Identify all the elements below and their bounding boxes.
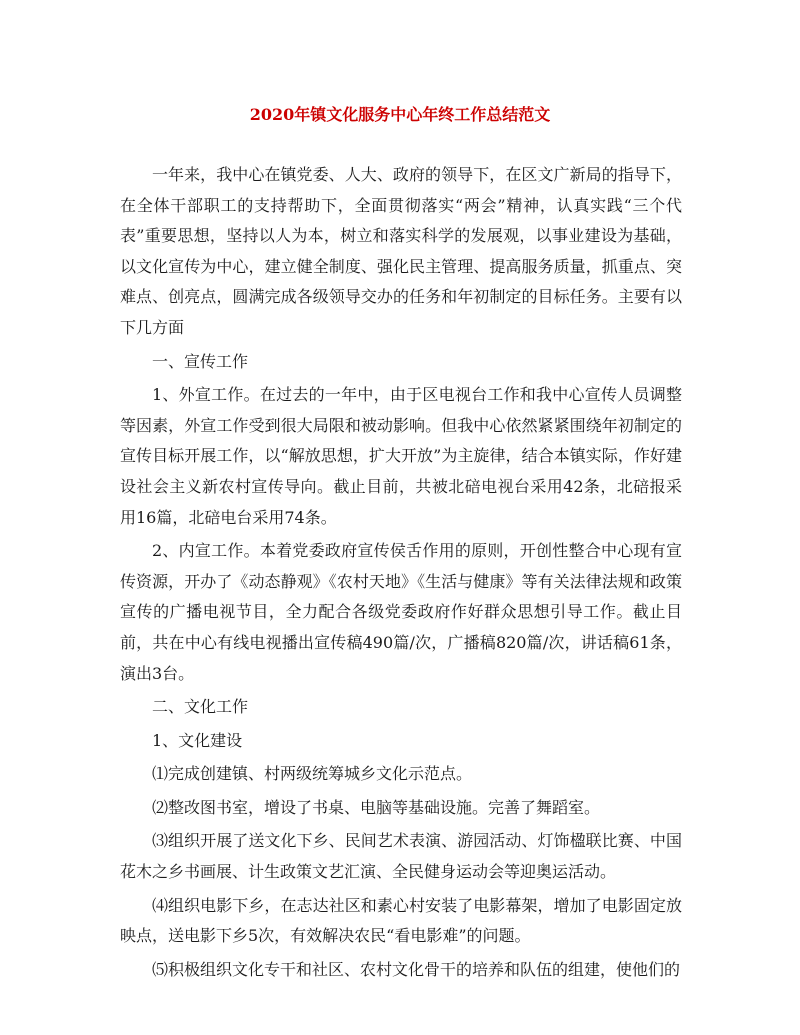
list-item-2: ⑵整改图书室，增设了书桌、电脑等基础设施。完善了舞蹈室。 <box>152 797 601 817</box>
list-item-3: ⑶组织开展了送文化下乡、民间艺术表演、游园活动、灯饰楹联比赛、中国花木之乡书画展、计生政策文艺汇演、全民健身运动会等迎奥运活动。 <box>120 831 682 882</box>
document-body <box>120 160 682 988</box>
subheading-cultural-construction: 1、文化建设 <box>152 730 243 750</box>
list-item-5: ⑸积极组织文化专干和社区、农村文化骨干的培养和队伍的组建，使他们的 <box>152 959 681 979</box>
list-item-4: ⑷组织电影下乡，在志达社区和素心村安装了电影幕架，增加了电影固定放映点，送电影下乡5次，有效解决农民“看电影难”的问题。 <box>120 895 682 946</box>
paragraph-internal-publicity: 2、内宣工作。本着党委政府宣传侯舌作用的原则，开创性整合中心现有宣传资源，开办了《动态静观》《农村天地》《生活与健康》等有关法律法规和政策宣传的广播电视节目，全力配合各级党委政府作好群众思想引导工作。截止目前，共在中心有线电视播出宣传稿490篇/次，广播稿820篇/次，讲话稿61条，演出3台。 <box>120 541 682 683</box>
paragraph-external-publicity: 1、外宣工作。在过去的一年中，由于区电视台工作和我中心宣传人员调整等因素，外宣工作受到很大局限和被动影响。但我中心依然紧紧围绕年初制定的宣传目标开展工作，以“解放思想，扩大开放”为主旋律，结合本镇实际，作好建设社会主义新农村宣传导向。截止目前，共被北碚电视台采用42条，北碚报采用16篇，北碚电台采用74条。 <box>120 385 682 527</box>
document-title: 2020年镇文化服务中心年终工作总结范文 <box>249 105 551 124</box>
list-item-1: ⑴完成创建镇、村两级统筹城乡文化示范点。 <box>152 764 473 784</box>
paragraph-intro: 一年来，我中心在镇党委、人大、政府的领导下，在区文广新局的指导下，在全体干部职工的支持帮助下，全面贯彻落实“两会”精神，认真实践“三个代表”重要思想，坚持以人为本，树立和落实科学的发展观，以事业建设为基础，以文化宣传为中心，建立健全制度、强化民主管理、提高服务质量，抓重点、突难点、创亮点，圆满完成各级领导交办的任务和年初制定的目标任务。主要有以下几方面 <box>120 165 682 337</box>
heading-cultural-work: 二、文化工作 <box>152 697 249 717</box>
heading-publicity-work: 一、宣传工作 <box>152 351 249 371</box>
